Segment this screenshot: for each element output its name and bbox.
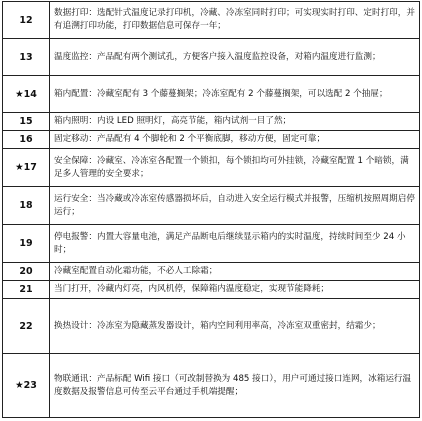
item-number: 12 (3, 2, 50, 39)
item-number: 22 (3, 299, 50, 354)
item-number: 16 (3, 131, 50, 149)
item-description: 固定移动：产品配有 4 个脚轮和 2 个平衡底脚，移动方便，固定可靠； (50, 131, 420, 149)
table-row (3, 113, 420, 131)
item-description: 箱内配置：冷藏室配有 3 个藤蔓搁架；冷冻室配有 2 个藤蔓搁架，可以选配 2 个抽屉； (50, 76, 420, 113)
table-row (3, 225, 420, 263)
table-row (3, 39, 420, 76)
item-number: ★23 (3, 354, 50, 418)
table-row (3, 281, 420, 299)
table-row (3, 76, 420, 113)
item-number: 13 (3, 39, 50, 76)
spec-table-body (3, 2, 420, 418)
table-row (3, 187, 420, 225)
item-description: 数据打印：选配针式温度记录打印机，冷藏、冷冻室同时打印；可实现实时打印、定时打印，并有追溯打印功能，打印数据信息可保存一年； (50, 2, 420, 39)
item-number: 19 (3, 225, 50, 263)
item-description: 温度监控：产品配有两个测试孔，方便客户接入温度监控设备，对箱内温度进行监测； (50, 39, 420, 76)
item-number: 20 (3, 263, 50, 281)
item-number: 15 (3, 113, 50, 131)
item-description: 物联通讯：产品标配 Wifi 接口（可改制替换为 485 接口），用户可通过接口连网，冰箱运行温度数据及报警信息可传至云平台通过手机端提醒； (50, 354, 420, 418)
item-description: 冷藏室配置自动化霜功能，不必人工除霜； (50, 263, 420, 281)
item-number: ★14 (3, 76, 50, 113)
item-number: ★17 (3, 149, 50, 187)
table-row (3, 263, 420, 281)
spec-table (2, 1, 420, 418)
item-description: 停电报警：内置大容量电池，满足产品断电后继续显示箱内的实时温度，持续时间至少 24 小时； (50, 225, 420, 263)
item-number: 21 (3, 281, 50, 299)
table-row (3, 2, 420, 39)
table-row (3, 354, 420, 418)
item-description: 箱内照明：内设 LED 照明灯，高亮节能，箱内试剂一目了然； (50, 113, 420, 131)
table-row (3, 149, 420, 187)
item-description: 运行安全：当冷藏或冷冻室传感器损坏后，自动进入安全运行模式并报警，压缩机按照周期启停运行； (50, 187, 420, 225)
item-description: 换热设计：冷冻室为隐藏蒸发器设计，箱内空间利用率高，冷冻室双重密封，结霜少； (50, 299, 420, 354)
item-number: 18 (3, 187, 50, 225)
table-row (3, 131, 420, 149)
item-description: 当门打开，冷藏内灯亮，内风机停，保障箱内温度稳定，实现节能降耗； (50, 281, 420, 299)
item-description: 安全保障：冷藏室、冷冻室各配置一个锁扣，每个锁扣均可外挂锁，冷藏室配置 1 个暗锁，满足多人管理的安全要求； (50, 149, 420, 187)
table-row (3, 299, 420, 354)
